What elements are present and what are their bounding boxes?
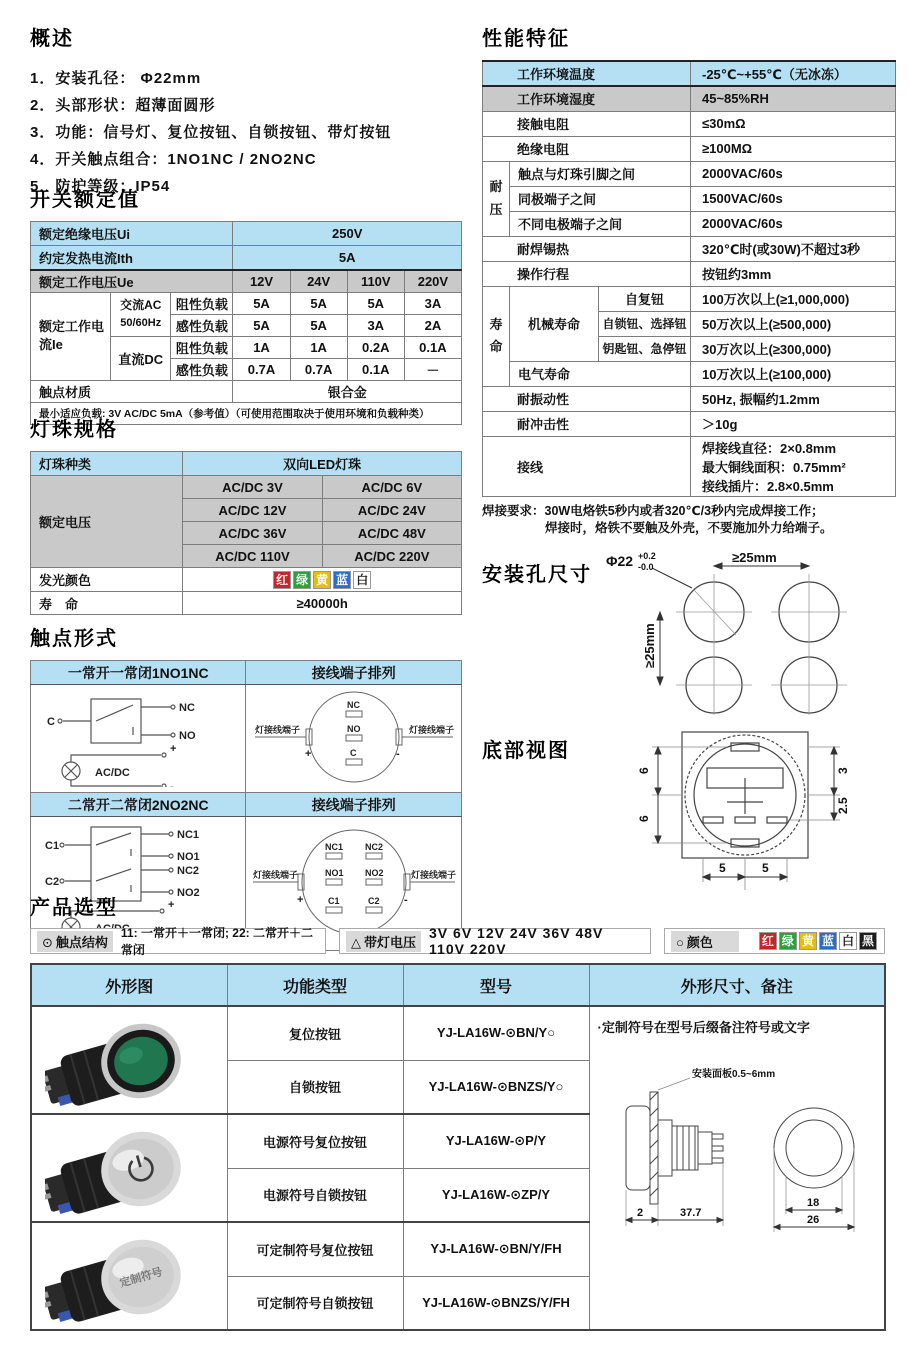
selection-legend-bar: [30, 925, 886, 957]
withstand-value: 2000VAC/60s: [691, 211, 896, 236]
ac-label-freq: 50/60Hz: [120, 316, 162, 329]
switch-ratings-section: [30, 183, 462, 425]
circuit2-no2-label: NO2: [177, 887, 200, 899]
dim-outer-label: 26: [806, 1214, 819, 1226]
overview-item: 2．头部形状：超薄面圆形: [30, 97, 216, 114]
contact-res-value: ≤30mΩ: [691, 111, 896, 136]
led-spec-title: 灯珠规格: [30, 419, 118, 441]
product-function: 复位按钮: [227, 1006, 403, 1060]
ac-label-main: 交流AC: [120, 298, 162, 313]
mounting-hole-title: 安装孔尺寸: [482, 564, 592, 586]
ac-ind-value: 5A: [290, 314, 347, 336]
terminal2-minus-label: -: [403, 894, 408, 906]
solder-note-line2: 焊接时，烙铁不要触及外壳，不要施加外力给端子。: [545, 520, 833, 535]
overview-item: 5．防护等级：IP54: [30, 178, 171, 195]
lamp-voltage-icon: △: [351, 934, 361, 950]
solder-heat-value: 320℃时(或30W)不超过3秒: [691, 236, 896, 261]
product-function: 电源符号自锁按钮: [227, 1168, 403, 1222]
circuit1-minus-label: -: [170, 781, 174, 787]
led-voltage: AC/DC 220V: [322, 545, 461, 568]
ac-res-value: 5A: [347, 292, 404, 314]
terminal2-no2-label: NO2: [364, 868, 384, 878]
product-model: YJ-LA16W-⊙BNZS/Y/FH: [403, 1276, 589, 1330]
circuit2-nc2-label: NC2: [177, 865, 200, 877]
hole-tol-plus: +0.2: [638, 551, 656, 561]
dim-inner-label: 18: [806, 1197, 819, 1209]
circuit2-nc1-label: NC1: [177, 829, 200, 841]
travel-value: 按钮约3mm: [691, 261, 896, 286]
form2-header: 二常开二常闭2NO2NC: [31, 793, 246, 817]
color-option-blue: 蓝: [819, 932, 837, 950]
dc-ind-value: －: [404, 358, 461, 380]
product-image-custom-button: [31, 1222, 227, 1330]
product-header-remark: 外形尺寸、备注: [589, 964, 885, 1006]
ith-label: 约定发热电流Ith: [31, 246, 233, 270]
circuit2-c2-label: C2: [45, 876, 60, 888]
led-spec-section: [30, 413, 462, 615]
solder-heat-label: 耐焊锡热: [483, 236, 691, 261]
product-image-power-button: [31, 1114, 227, 1222]
overview-title: 概述: [30, 28, 74, 50]
ac-res-value: 3A: [404, 292, 461, 314]
mech-life-type: 自复钮: [599, 286, 691, 311]
product-model: YJ-LA16W-⊙P/Y: [403, 1114, 589, 1168]
vibration-label: 耐振动性: [483, 386, 691, 411]
ie-label: 额定工作电流Ie: [31, 292, 111, 380]
terminal2-no1-label: NO1: [324, 868, 344, 878]
overview-section: [30, 22, 462, 200]
mech-life-type: 钥匙钮、急停钮: [599, 336, 691, 361]
circuit1-c-label: C: [47, 716, 56, 728]
terminal2-plus-label: +: [296, 894, 304, 906]
terminal2-c2-label: C2: [367, 896, 380, 906]
ac-res-value: 5A: [290, 292, 347, 314]
ac-label: [111, 292, 171, 336]
ith-value: 5A: [233, 246, 462, 270]
lamp-voltage-desc: 3V 6V 12V 24V 36V 48V 110V 220V: [429, 925, 604, 957]
color-chip-red: 红: [273, 571, 291, 589]
lamp-voltage-chip: [346, 931, 421, 952]
terminal2-c1-label: C1: [327, 896, 340, 906]
ac-res-value: 5A: [233, 292, 290, 314]
terminal-svg-1no1nc: [249, 687, 459, 787]
bview-dim-left-top: 6: [637, 767, 651, 774]
form1-header: 一常开一常闭1NO1NC: [31, 661, 246, 685]
material-value: 银合金: [233, 380, 462, 402]
hole-hdim-label: ≥25mm: [732, 550, 777, 565]
product-remark-cell: [589, 1006, 885, 1330]
led-voltage: AC/DC 12V: [183, 499, 322, 522]
wiring-label: 接线: [483, 436, 691, 496]
color-box: [664, 928, 885, 954]
bottom-view-drawing: [602, 722, 882, 894]
ui-value: 250V: [233, 222, 462, 246]
led-color-label: 发光颜色: [31, 568, 183, 592]
humidity-label: 工作环境湿度: [483, 86, 691, 111]
bview-dim-left-bottom: 6: [637, 815, 651, 822]
shock-label: 耐冲击性: [483, 411, 691, 436]
color-option-red: 红: [759, 932, 777, 950]
color-option-green: 绿: [779, 932, 797, 950]
bview-dim-bottom-right: 5: [762, 861, 769, 875]
terminal-header: 接线端子排列: [246, 661, 462, 685]
solder-note-line1: 焊接要求：30W电烙铁5秒内或者320℃/3秒内完成焊接工作；: [482, 503, 824, 518]
wiring-line: 焊接线直径：2×0.8mm: [702, 440, 837, 456]
led-type-value: 双向LED灯珠: [183, 452, 462, 476]
color-chip-white: 白: [353, 571, 371, 589]
led-voltage-label: 额定电压: [31, 476, 183, 568]
mounting-hole-drawing: [594, 550, 894, 715]
dc-ind-value: 0.7A: [290, 358, 347, 380]
dc-res-value: 0.1A: [404, 336, 461, 358]
green-button-svg: [45, 1009, 213, 1109]
product-function: 可定制符号复位按钮: [227, 1222, 403, 1276]
resistive-label: 阻性负载: [171, 336, 233, 358]
bview-dim-right-top: 3: [836, 767, 850, 774]
product-header-model: 型号: [403, 964, 589, 1006]
color-chip-label: 颜色: [686, 934, 713, 950]
hole-dia-label: Φ22: [606, 553, 634, 569]
color-chip-yellow: 黄: [313, 571, 331, 589]
dim-panel-label: 安装面板0.5~6mm: [691, 1069, 775, 1080]
circuit1-acdc-label: AC/DC: [95, 767, 131, 779]
product-function: 自锁按钮: [227, 1060, 403, 1114]
overview-item: 4．开关触点组合：1NO1NC / 2NO2NC: [30, 151, 317, 168]
lamp-voltage-chip-label: 带灯电压: [364, 934, 417, 950]
product-image-green-button: [31, 1006, 227, 1114]
custom-face-text: 定制符号: [118, 1265, 165, 1290]
switch-ratings-title: 开关额定值: [30, 189, 140, 211]
terminal1-c-label: C: [349, 748, 357, 758]
led-voltage: AC/DC 110V: [183, 545, 322, 568]
mech-life-type: 自锁钮、选择钮: [599, 311, 691, 336]
withstand-value: 1500VAC/60s: [691, 186, 896, 211]
performance-section: [482, 22, 895, 537]
solder-requirement-note: [482, 503, 895, 537]
circuit2-plus-label: +: [168, 899, 175, 911]
inductive-label: 感性负载: [171, 358, 233, 380]
dc-label: 直流DC: [111, 336, 171, 380]
ue-label: 额定工作电压Ue: [31, 270, 233, 293]
led-voltage: AC/DC 36V: [183, 522, 322, 545]
overview-item: 3．功能：信号灯、复位按钮、自锁按钮、带灯按钮: [30, 124, 392, 141]
product-model: YJ-LA16W-⊙ZP/Y: [403, 1168, 589, 1222]
product-function: 可定制符号自锁按钮: [227, 1276, 403, 1330]
elec-life-label: 电气寿命: [510, 361, 691, 386]
terminal1-minus-label: -: [395, 748, 400, 760]
terminal1-nc-label: NC: [346, 700, 360, 710]
led-color-chips: [183, 568, 462, 592]
dim-lead-label: 2: [636, 1207, 643, 1219]
product-header-image: 外形图: [31, 964, 227, 1006]
led-voltage: AC/DC 24V: [322, 499, 461, 522]
led-life-value: ≥40000h: [183, 592, 462, 615]
led-voltage: AC/DC 48V: [322, 522, 461, 545]
terminal-header: 接线端子排列: [246, 793, 462, 817]
volt-col: 110V: [347, 270, 404, 293]
circuit2-c1-label: C1: [45, 840, 60, 852]
bview-dim-right-bottom: 2.5: [836, 797, 850, 814]
circuit1-no-label: NO: [179, 730, 196, 742]
wiring-line: 最大铜线面积：0.75mm²: [702, 459, 846, 475]
terminal2-lamp-left-label: 灯接线端子: [252, 870, 298, 880]
withstand-label: 不同电极端子之间: [510, 211, 691, 236]
color-chip-green: 绿: [293, 571, 311, 589]
performance-table: [482, 60, 896, 497]
color-option-chips: [758, 932, 878, 950]
color-chip-header: [671, 931, 739, 952]
product-selection-title: 产品选型: [30, 897, 118, 919]
led-life-label: 寿 命: [31, 592, 183, 615]
overview-list: [30, 65, 462, 200]
overview-item: 1．安装孔径： Φ22mm: [30, 70, 202, 87]
bottom-view-title: 底部视图: [482, 740, 570, 762]
terminal2-nc1-label: NC1: [324, 842, 343, 852]
ac-ind-value: 5A: [233, 314, 290, 336]
hole-tol-minus: -0.0: [638, 562, 654, 572]
insul-res-label: 绝缘电阻: [483, 136, 691, 161]
volt-col: 12V: [233, 270, 290, 293]
mech-life-value: 50万次以上(≥500,000): [691, 311, 896, 336]
temp-value: -25℃~+55℃（无冰冻）: [691, 61, 896, 86]
mech-life-value: 30万次以上(≥300,000): [691, 336, 896, 361]
elec-life-value: 10万次以上(≥100,000): [691, 361, 896, 386]
volt-col: 24V: [290, 270, 347, 293]
ac-ind-value: 3A: [347, 314, 404, 336]
bview-dim-bottom-left: 5: [719, 861, 726, 875]
mech-life-label: 机械寿命: [510, 286, 599, 361]
volt-col: 220V: [404, 270, 461, 293]
contact-forms-title: 触点形式: [30, 628, 118, 650]
product-model: YJ-LA16W-⊙BN/Y○: [403, 1006, 589, 1060]
circuit-diagram-1no1nc: [31, 685, 246, 793]
lamp-voltage-box: [339, 925, 651, 957]
terminal-diagram-1no1nc: [246, 685, 462, 793]
terminal2-nc2-label: NC2: [364, 842, 383, 852]
led-spec-table: [30, 451, 462, 615]
circuit2-no1-label: NO1: [177, 851, 200, 863]
dc-res-value: 0.2A: [347, 336, 404, 358]
circuit-svg-1no1nc: [33, 687, 243, 787]
switch-ratings-table: [30, 221, 462, 425]
wiring-value: [691, 436, 896, 496]
contact-structure-desc: 11: 一常开＋一常闭; 22: 二常开＋二常闭: [120, 926, 313, 957]
min-load-note: 最小适应负载: 3V AC/DC 5mA（参考值）（可使用范围取决于使用环境和负载种类）: [31, 402, 462, 424]
dc-ind-value: 0.7A: [233, 358, 290, 380]
color-option-black: 黑: [859, 932, 877, 950]
contact-res-label: 接触电阻: [483, 111, 691, 136]
terminal1-lamp-right-label: 灯接线端子: [408, 725, 454, 735]
dimension-drawing: [598, 1064, 886, 1254]
contact-structure-chip-label: 触点结构: [55, 934, 108, 950]
withstand-group-label: 耐压: [483, 161, 510, 236]
dc-ind-value: 0.1A: [347, 358, 404, 380]
product-function: 电源符号复位按钮: [227, 1114, 403, 1168]
product-header-function: 功能类型: [227, 964, 403, 1006]
led-voltage: AC/DC 6V: [322, 476, 461, 499]
travel-label: 操作行程: [483, 261, 691, 286]
ui-label: 额定绝缘电压Ui: [31, 222, 233, 246]
contact-structure-box: [30, 926, 326, 957]
color-option-yellow: 黄: [799, 932, 817, 950]
terminal1-no-label: NO: [346, 724, 361, 734]
vibration-value: 50Hz, 振幅约1.2mm: [691, 386, 896, 411]
power-button-svg: [45, 1117, 213, 1217]
withstand-value: 2000VAC/60s: [691, 161, 896, 186]
terminal1-plus-label: +: [304, 748, 312, 760]
withstand-label: 触点与灯珠引脚之间: [510, 161, 691, 186]
resistive-label: 阻性负载: [171, 292, 233, 314]
inductive-label: 感性负载: [171, 314, 233, 336]
material-label: 触点材质: [31, 380, 233, 402]
terminal2-lamp-right-label: 灯接线端子: [410, 870, 456, 880]
shock-value: ＞10g: [691, 411, 896, 436]
color-icon: ○: [676, 934, 684, 950]
performance-title: 性能特征: [482, 28, 570, 50]
life-group-label: 寿命: [483, 286, 510, 386]
color-chip-blue: 蓝: [333, 571, 351, 589]
led-voltage: AC/DC 3V: [183, 476, 322, 499]
custom-symbol-note: ·定制符号在型号后缀备注符号或文字: [597, 1020, 810, 1035]
custom-button-svg: [45, 1225, 213, 1325]
dc-res-value: 1A: [233, 336, 290, 358]
humidity-value: 45~85%RH: [691, 86, 896, 111]
withstand-label: 同极端子之间: [510, 186, 691, 211]
temp-label: 工作环境温度: [483, 61, 691, 86]
mech-life-value: 100万次以上(≥1,000,000): [691, 286, 896, 311]
terminal1-lamp-left-label: 灯接线端子: [254, 725, 300, 735]
wiring-line: 接线插片：2.8×0.5mm: [702, 478, 834, 494]
ac-ind-value: 2A: [404, 314, 461, 336]
product-table: [30, 963, 886, 1331]
color-option-white: 白: [839, 932, 857, 950]
product-model: YJ-LA16W-⊙BNZS/Y○: [403, 1060, 589, 1114]
product-selection-section: [30, 891, 886, 1331]
hole-vdim-label: ≥25mm: [642, 623, 657, 668]
product-model: YJ-LA16W-⊙BN/Y/FH: [403, 1222, 589, 1276]
contact-structure-icon: ⊙: [42, 934, 53, 950]
dc-res-value: 1A: [290, 336, 347, 358]
dim-body-label: 37.7: [679, 1207, 701, 1219]
contact-structure-chip: [37, 931, 113, 952]
insul-res-value: ≥100MΩ: [691, 136, 896, 161]
circuit1-plus-label: +: [170, 743, 177, 755]
circuit1-nc-label: NC: [179, 702, 196, 714]
led-type-label: 灯珠种类: [31, 452, 183, 476]
